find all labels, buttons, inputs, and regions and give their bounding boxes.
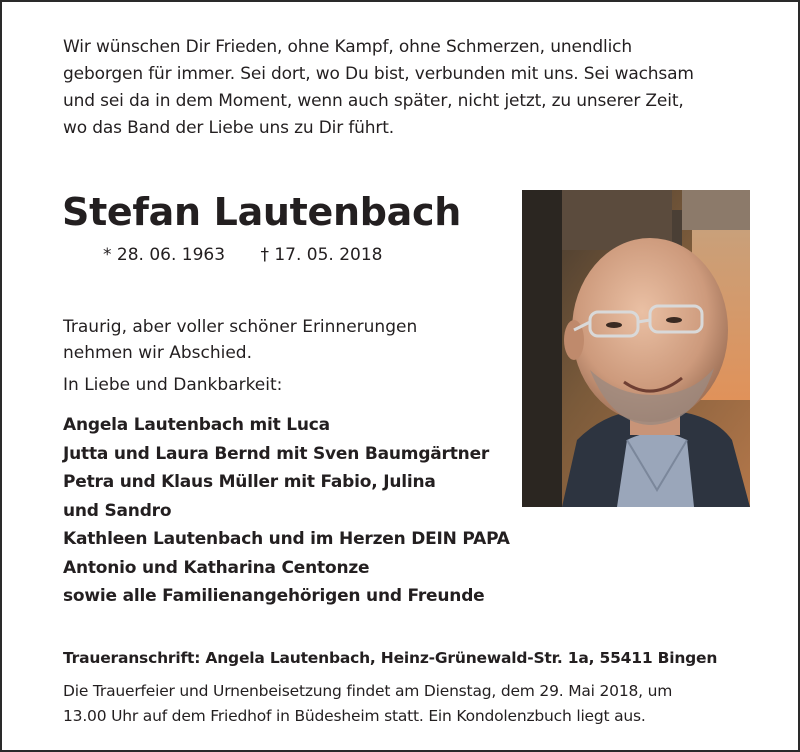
life-dates bbox=[103, 245, 383, 265]
farewell-text bbox=[63, 314, 417, 366]
gratitude-line: In Liebe und Dankbarkeit: bbox=[63, 375, 283, 395]
portrait-photo-icon bbox=[522, 190, 750, 507]
mourning-address: Traueranschrift: Angela Lautenbach, Heinz-Grünewald-Str. 1a, 55411 Bingen bbox=[63, 649, 718, 667]
ceremony-info bbox=[63, 679, 672, 729]
mourner-entry: sowie alle Familienangehörigen und Freunde bbox=[63, 586, 485, 606]
deceased-name: Stefan Lautenbach bbox=[62, 190, 461, 234]
farewell-line: nehmen wir Abschied. bbox=[63, 343, 253, 363]
mourner-entry: Jutta und Laura Bernd mit Sven Baumgärtner bbox=[63, 443, 490, 464]
portrait-photo bbox=[522, 190, 750, 507]
ceremony-line: 13.00 Uhr auf dem Friedhof in Büdesheim statt. Ein Kondolenzbuch liegt aus. bbox=[63, 707, 646, 725]
poem-line: geborgen für immer. Sei dort, wo Du bist, verbunden mit uns. Sei wachsam bbox=[63, 64, 694, 84]
farewell-line: Traurig, aber voller schöner Erinnerungen bbox=[63, 317, 418, 337]
mourner-entry: Antonio und Katharina Centonze bbox=[63, 557, 370, 578]
mourners-list bbox=[63, 411, 510, 611]
poem-line: wo das Band der Liebe uns zu Dir führt. bbox=[63, 118, 395, 138]
mourner-entry: Kathleen Lautenbach und im Herzen DEIN PAPA bbox=[63, 529, 510, 549]
mourner-entry: Petra und Klaus Müller mit Fabio, Julina bbox=[63, 472, 436, 492]
birth-date: * 28. 06. 1963 bbox=[103, 245, 226, 265]
mourner-entry: und Sandro bbox=[63, 500, 172, 521]
memorial-poem bbox=[63, 34, 763, 142]
mourner-entry: Angela Lautenbach mit Luca bbox=[63, 415, 330, 435]
poem-line: Wir wünschen Dir Frieden, ohne Kampf, ohne Schmerzen, unendlich bbox=[63, 37, 632, 57]
ceremony-line: Die Trauerfeier und Urnenbeisetzung findet am Dienstag, dem 29. Mai 2018, um bbox=[63, 682, 673, 700]
death-date: † 17. 05. 2018 bbox=[260, 245, 383, 265]
poem-line: und sei da in dem Moment, wenn auch später, nicht jetzt, zu unserer Zeit, bbox=[63, 91, 684, 111]
